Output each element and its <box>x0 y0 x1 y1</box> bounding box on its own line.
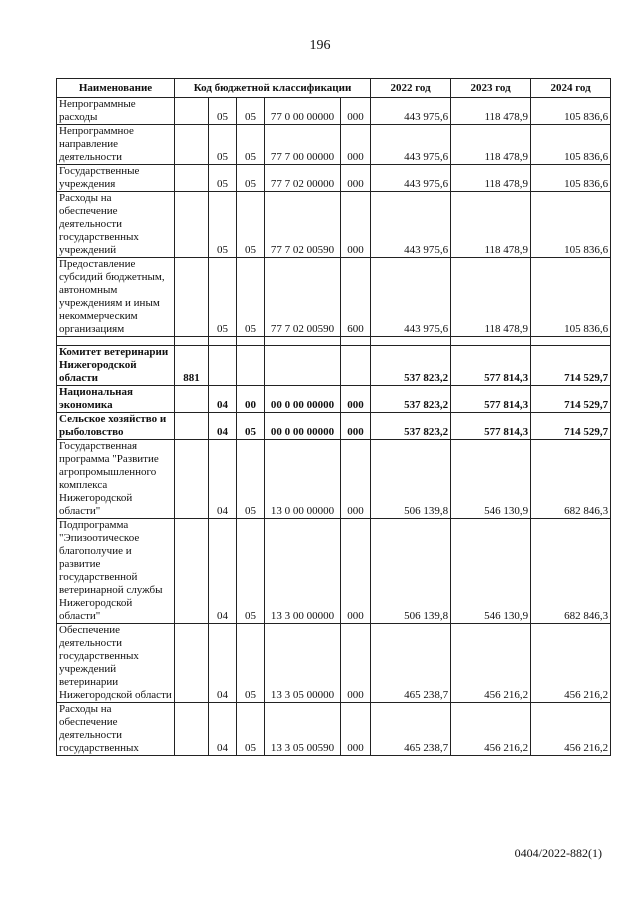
row-name: Государственная программа "Развитие агропромышленного комплекса Нижегородской области" <box>57 440 175 519</box>
table-row <box>57 258 611 337</box>
row-rz: 05 <box>209 192 237 258</box>
row-pr: 05 <box>237 413 265 440</box>
row-2024: 456 216,2 <box>531 624 611 703</box>
row-name: Сельское хозяйство и рыболовство <box>57 413 175 440</box>
row-grbs <box>175 165 209 192</box>
row-name: Национальная экономика <box>57 386 175 413</box>
row-name: Непрограммное направление деятельности <box>57 125 175 165</box>
row-csr: 00 0 00 00000 <box>265 413 341 440</box>
row-rz: 05 <box>209 125 237 165</box>
row-csr: 77 7 00 00000 <box>265 125 341 165</box>
row-vr: 000 <box>341 624 371 703</box>
row-vr: 000 <box>341 386 371 413</box>
header-2024: 2024 год <box>531 79 611 98</box>
row-2023: 456 216,2 <box>451 703 531 756</box>
row-2022: 506 139,8 <box>371 519 451 624</box>
row-2023: 456 216,2 <box>451 624 531 703</box>
row-name: Непрограммные расходы <box>57 98 175 125</box>
row-vr: 000 <box>341 165 371 192</box>
spacer-cell <box>265 337 341 346</box>
row-2023: 577 814,3 <box>451 413 531 440</box>
row-2023: 546 130,9 <box>451 519 531 624</box>
row-grbs <box>175 440 209 519</box>
row-pr: 05 <box>237 125 265 165</box>
row-pr: 05 <box>237 98 265 125</box>
row-vr: 000 <box>341 413 371 440</box>
row-rz: 04 <box>209 703 237 756</box>
row-2022: 537 823,2 <box>371 413 451 440</box>
row-csr: 13 0 00 00000 <box>265 440 341 519</box>
row-rz: 05 <box>209 165 237 192</box>
row-csr <box>265 346 341 386</box>
row-2022: 443 975,6 <box>371 165 451 192</box>
row-2024: 456 216,2 <box>531 703 611 756</box>
table-row <box>57 165 611 192</box>
spacer-cell <box>175 337 209 346</box>
spacer-cell <box>341 337 371 346</box>
row-rz: 04 <box>209 440 237 519</box>
row-2024: 105 836,6 <box>531 98 611 125</box>
row-pr <box>237 346 265 386</box>
row-2023: 577 814,3 <box>451 346 531 386</box>
row-rz: 04 <box>209 413 237 440</box>
row-2022: 443 975,6 <box>371 125 451 165</box>
row-grbs <box>175 519 209 624</box>
row-csr: 00 0 00 00000 <box>265 386 341 413</box>
row-grbs <box>175 386 209 413</box>
row-name: Подпрограмма "Эпизоотическое благополучие и развитие государственной ветеринарной службы Нижегородской области" <box>57 519 175 624</box>
table-row <box>57 440 611 519</box>
row-2022: 465 238,7 <box>371 624 451 703</box>
table-row <box>57 346 611 386</box>
row-grbs <box>175 413 209 440</box>
table-spacer-row <box>57 337 611 346</box>
table-header-row <box>57 79 611 98</box>
row-csr: 13 3 05 00000 <box>265 624 341 703</box>
row-name: Расходы на обеспечение деятельности государственных учреждений <box>57 192 175 258</box>
row-2024: 105 836,6 <box>531 258 611 337</box>
header-name: Наименование <box>57 79 175 98</box>
row-2022: 537 823,2 <box>371 386 451 413</box>
page-number: 196 <box>309 38 331 53</box>
row-name: Обеспечение деятельности государственных учреждений ветеринарии Нижегородской области <box>57 624 175 703</box>
row-pr: 00 <box>237 386 265 413</box>
row-name: Комитет ветеринарии Нижегородской области <box>57 346 175 386</box>
row-pr: 05 <box>237 192 265 258</box>
row-csr: 13 3 05 00590 <box>265 703 341 756</box>
row-vr: 000 <box>341 703 371 756</box>
row-grbs <box>175 125 209 165</box>
header-2023: 2023 год <box>451 79 531 98</box>
row-grbs <box>175 703 209 756</box>
row-2022: 506 139,8 <box>371 440 451 519</box>
table-row <box>57 624 611 703</box>
spacer-cell <box>209 337 237 346</box>
table-row <box>57 192 611 258</box>
row-csr: 77 7 02 00590 <box>265 192 341 258</box>
row-2023: 118 478,9 <box>451 258 531 337</box>
row-grbs <box>175 192 209 258</box>
row-pr: 05 <box>237 258 265 337</box>
row-name: Расходы на обеспечение деятельности государственных <box>57 703 175 756</box>
row-rz: 04 <box>209 624 237 703</box>
row-rz: 05 <box>209 258 237 337</box>
row-grbs: 881 <box>175 346 209 386</box>
table-row <box>57 413 611 440</box>
row-2024: 105 836,6 <box>531 125 611 165</box>
row-2022: 465 238,7 <box>371 703 451 756</box>
row-rz: 05 <box>209 98 237 125</box>
row-vr: 000 <box>341 519 371 624</box>
row-2024: 714 529,7 <box>531 413 611 440</box>
row-name: Государственные учреждения <box>57 165 175 192</box>
spacer-cell <box>237 337 265 346</box>
header-2022: 2022 год <box>371 79 451 98</box>
row-2023: 118 478,9 <box>451 165 531 192</box>
table-row <box>57 703 611 756</box>
row-2022: 537 823,2 <box>371 346 451 386</box>
table-body <box>57 98 611 756</box>
spacer-cell <box>57 337 175 346</box>
table-row <box>57 386 611 413</box>
row-2024: 682 846,3 <box>531 519 611 624</box>
row-vr <box>341 346 371 386</box>
row-2024: 105 836,6 <box>531 165 611 192</box>
row-grbs <box>175 624 209 703</box>
row-csr: 77 0 00 00000 <box>265 98 341 125</box>
row-pr: 05 <box>237 519 265 624</box>
row-grbs <box>175 98 209 125</box>
spacer-cell <box>451 337 531 346</box>
row-rz <box>209 346 237 386</box>
row-pr: 05 <box>237 165 265 192</box>
row-vr: 600 <box>341 258 371 337</box>
row-2024: 714 529,7 <box>531 346 611 386</box>
row-csr: 13 3 00 00000 <box>265 519 341 624</box>
row-grbs <box>175 258 209 337</box>
row-vr: 000 <box>341 125 371 165</box>
row-pr: 05 <box>237 703 265 756</box>
row-pr: 05 <box>237 440 265 519</box>
row-rz: 04 <box>209 386 237 413</box>
header-code: Код бюджетной классификации <box>175 79 371 98</box>
row-2023: 118 478,9 <box>451 192 531 258</box>
row-2023: 118 478,9 <box>451 125 531 165</box>
spacer-cell <box>531 337 611 346</box>
row-2023: 577 814,3 <box>451 386 531 413</box>
row-pr: 05 <box>237 624 265 703</box>
row-name: Предоставление субсидий бюджетным, автономным учреждениям и иным некоммерческим организациям <box>57 258 175 337</box>
budget-table <box>56 78 611 756</box>
row-2024: 105 836,6 <box>531 192 611 258</box>
row-2024: 682 846,3 <box>531 440 611 519</box>
table-row <box>57 98 611 125</box>
row-vr: 000 <box>341 440 371 519</box>
table-row <box>57 519 611 624</box>
row-2022: 443 975,6 <box>371 192 451 258</box>
row-2022: 443 975,6 <box>371 98 451 125</box>
row-csr: 77 7 02 00000 <box>265 165 341 192</box>
row-rz: 04 <box>209 519 237 624</box>
row-vr: 000 <box>341 192 371 258</box>
row-csr: 77 7 02 00590 <box>265 258 341 337</box>
row-2023: 118 478,9 <box>451 98 531 125</box>
row-2022: 443 975,6 <box>371 258 451 337</box>
document-code: 0404/2022-882(1) <box>514 846 602 860</box>
table-row <box>57 125 611 165</box>
spacer-cell <box>371 337 451 346</box>
row-vr: 000 <box>341 98 371 125</box>
row-2024: 714 529,7 <box>531 386 611 413</box>
row-2023: 546 130,9 <box>451 440 531 519</box>
